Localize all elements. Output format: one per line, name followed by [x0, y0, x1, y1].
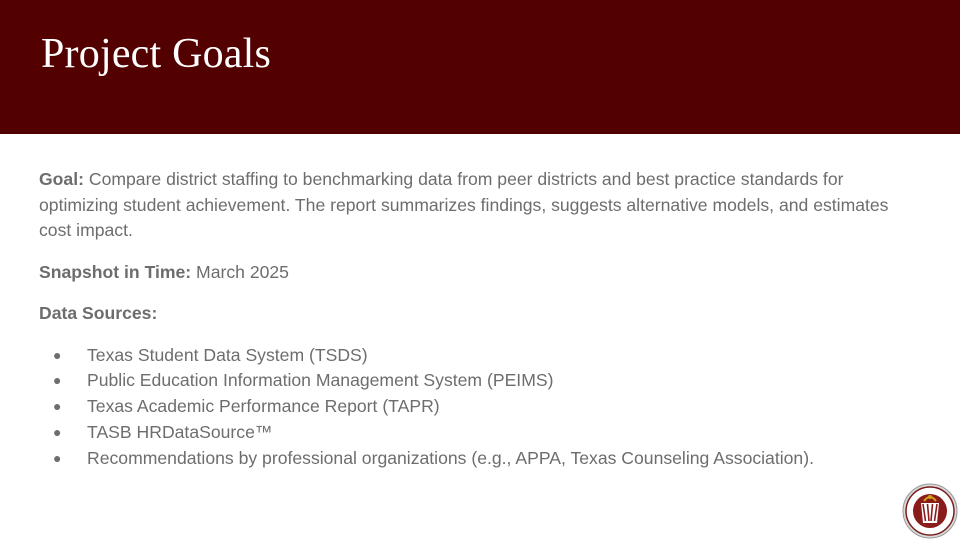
- bullet-icon: ●: [53, 398, 62, 415]
- list-item-text: Public Education Information Management System (PEIMS): [87, 370, 554, 391]
- goal-label: Goal:: [39, 169, 84, 189]
- list-item-text: Texas Academic Performance Report (TAPR): [87, 396, 440, 417]
- snapshot-label: Snapshot in Time:: [39, 261, 192, 282]
- list-item: [39, 420, 909, 446]
- data-sources-label: Data Sources:: [39, 303, 158, 323]
- goal-text: Compare district staffing to benchmarking data from peer districts and best practice standards for optimizing student achievement. The report summarizes findings, suggests alternative models, and estimates cost impact.: [39, 169, 889, 240]
- list-item: [39, 446, 909, 472]
- title-banner: [0, 0, 960, 134]
- bullet-icon: ●: [53, 372, 62, 389]
- data-sources-list: [39, 343, 909, 472]
- list-item-text: Recommendations by professional organizations (e.g., APPA, Texas Counseling Association).: [87, 447, 814, 468]
- bullet-icon: ●: [53, 449, 62, 466]
- list-item-text: TASB HRDataSource™: [87, 421, 273, 442]
- list-item-text: Texas Student Data System (TSDS): [87, 344, 368, 365]
- data-sources-heading: [39, 301, 909, 327]
- slide-body: [39, 167, 909, 471]
- bullet-icon: ●: [53, 346, 62, 363]
- snapshot-paragraph: [39, 260, 909, 286]
- page-title: Project Goals: [41, 31, 272, 77]
- list-item: [39, 368, 909, 394]
- snapshot-value: March 2025: [191, 261, 289, 282]
- list-item: [39, 343, 909, 369]
- goal-paragraph: [39, 167, 909, 244]
- school-seal-icon: [902, 483, 958, 539]
- list-item: [39, 394, 909, 420]
- bullet-icon: ●: [53, 423, 62, 440]
